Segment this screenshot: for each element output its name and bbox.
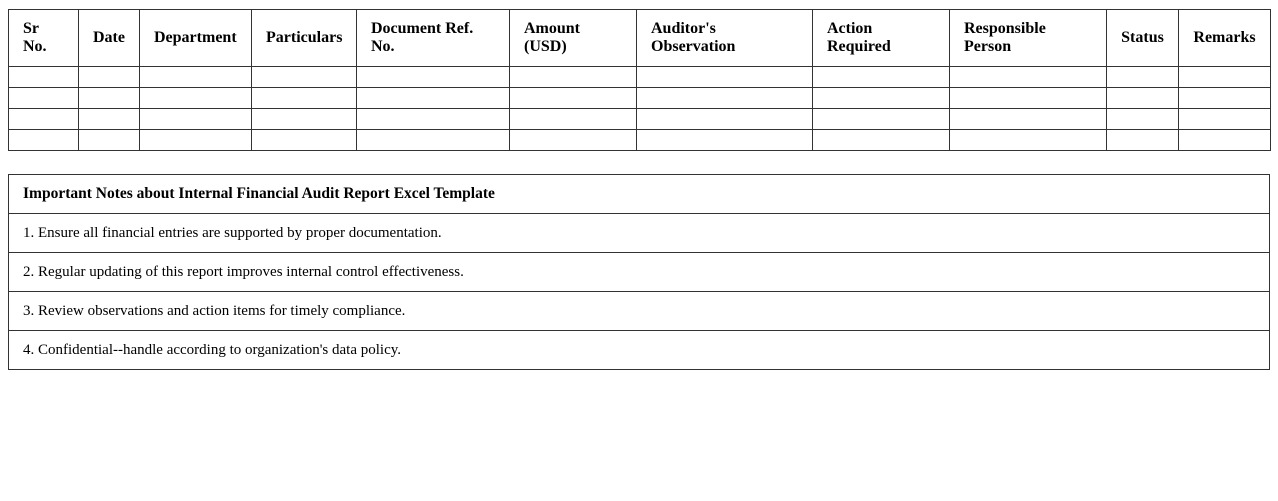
table-cell[interactable] <box>813 109 950 130</box>
table-cell[interactable] <box>357 130 510 151</box>
note-item: 3. Review observations and action items for timely compliance. <box>9 292 1270 331</box>
table-cell[interactable] <box>79 130 140 151</box>
note-item: 2. Regular updating of this report improves internal control effectiveness. <box>9 253 1270 292</box>
table-cell[interactable] <box>1107 109 1179 130</box>
column-header-particulars: Particulars <box>252 10 357 67</box>
table-cell[interactable] <box>1179 67 1271 88</box>
table-cell[interactable] <box>950 88 1107 109</box>
table-cell[interactable] <box>950 109 1107 130</box>
table-cell[interactable] <box>1179 130 1271 151</box>
table-cell[interactable] <box>637 109 813 130</box>
table-row <box>9 109 1271 130</box>
column-header-date: Date <box>79 10 140 67</box>
table-cell[interactable] <box>510 109 637 130</box>
column-header-amount-usd: Amount (USD) <box>510 10 637 67</box>
table-cell[interactable] <box>252 109 357 130</box>
table-cell[interactable] <box>9 88 79 109</box>
table-cell[interactable] <box>9 130 79 151</box>
table-cell[interactable] <box>637 130 813 151</box>
notes-table <box>8 174 1270 370</box>
table-cell[interactable] <box>813 88 950 109</box>
column-header-sr-no: Sr No. <box>9 10 79 67</box>
notes-row <box>9 292 1270 331</box>
table-cell[interactable] <box>637 67 813 88</box>
column-header-document-ref-no: Document Ref. No. <box>357 10 510 67</box>
notes-row <box>9 253 1270 292</box>
notes-row <box>9 331 1270 370</box>
table-cell[interactable] <box>510 88 637 109</box>
table-cell[interactable] <box>1179 88 1271 109</box>
table-cell[interactable] <box>813 67 950 88</box>
notes-row <box>9 214 1270 253</box>
table-cell[interactable] <box>357 88 510 109</box>
table-cell[interactable] <box>9 67 79 88</box>
notes-title: Important Notes about Internal Financial Audit Report Excel Template <box>9 175 1270 214</box>
table-row <box>9 67 1271 88</box>
table-cell[interactable] <box>950 67 1107 88</box>
table-cell[interactable] <box>510 67 637 88</box>
note-item: 1. Ensure all financial entries are supported by proper documentation. <box>9 214 1270 253</box>
table-cell[interactable] <box>79 109 140 130</box>
table-cell[interactable] <box>140 130 252 151</box>
column-header-remarks: Remarks <box>1179 10 1271 67</box>
column-header-auditors-observation: Auditor's Observation <box>637 10 813 67</box>
table-row <box>9 130 1271 151</box>
table-cell[interactable] <box>357 67 510 88</box>
table-cell[interactable] <box>637 88 813 109</box>
table-cell[interactable] <box>510 130 637 151</box>
column-header-status: Status <box>1107 10 1179 67</box>
audit-table-header-row <box>9 10 1271 67</box>
table-cell[interactable] <box>79 88 140 109</box>
table-cell[interactable] <box>813 130 950 151</box>
table-cell[interactable] <box>1107 130 1179 151</box>
table-cell[interactable] <box>1179 109 1271 130</box>
table-cell[interactable] <box>1107 67 1179 88</box>
table-cell[interactable] <box>79 67 140 88</box>
table-cell[interactable] <box>140 109 252 130</box>
table-cell[interactable] <box>252 67 357 88</box>
table-cell[interactable] <box>140 88 252 109</box>
table-cell[interactable] <box>950 130 1107 151</box>
column-header-action-required: Action Required <box>813 10 950 67</box>
table-row <box>9 88 1271 109</box>
audit-table <box>8 9 1271 151</box>
table-cell[interactable] <box>9 109 79 130</box>
table-cell[interactable] <box>357 109 510 130</box>
table-cell[interactable] <box>1107 88 1179 109</box>
table-cell[interactable] <box>252 130 357 151</box>
column-header-responsible-person: Responsible Person <box>950 10 1107 67</box>
table-cell[interactable] <box>252 88 357 109</box>
column-header-department: Department <box>140 10 252 67</box>
notes-title-row <box>9 175 1270 214</box>
table-cell[interactable] <box>140 67 252 88</box>
note-item: 4. Confidential--handle according to organization's data policy. <box>9 331 1270 370</box>
